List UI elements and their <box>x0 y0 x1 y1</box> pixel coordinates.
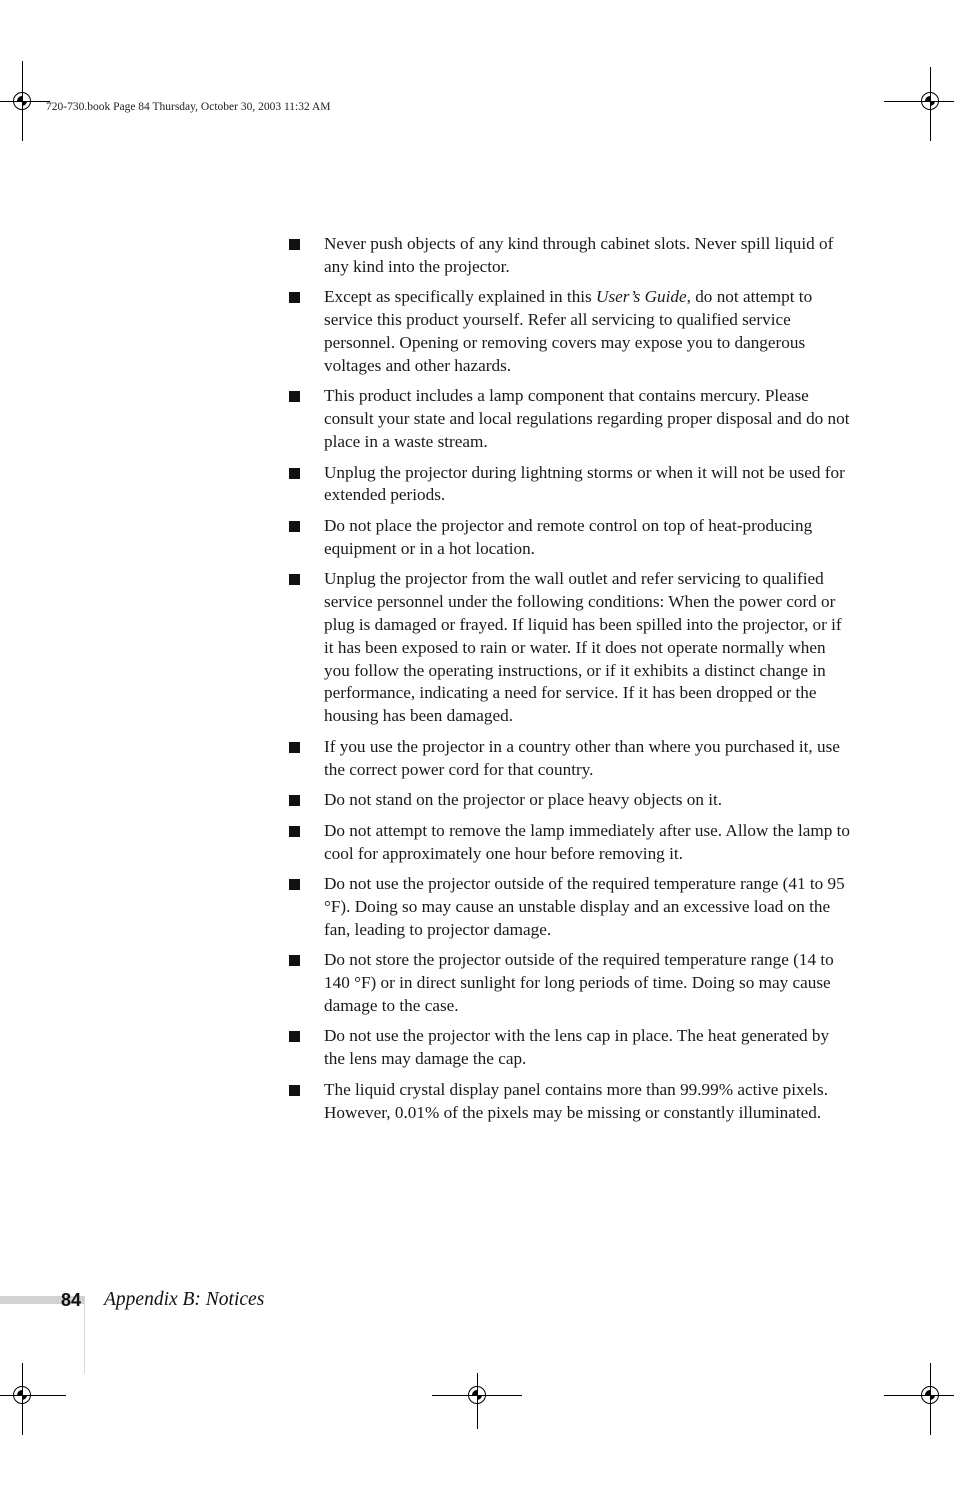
square-bullet-icon <box>289 955 300 966</box>
square-bullet-icon <box>289 391 300 402</box>
square-bullet-icon <box>289 292 300 303</box>
square-bullet-icon <box>289 468 300 479</box>
notice-item <box>288 286 854 377</box>
square-bullet-icon <box>289 1085 300 1096</box>
print-slug-header: 720-730.book Page 84 Thursday, October 30, 2003 11:32 AM <box>46 101 331 113</box>
notice-text: Do not use the projector outside of the required temperature range (41 to 95 °F). Doing so may cause an unstable display and an excessive load on the fan, leading to projector damage. <box>324 874 845 939</box>
notice-item <box>288 568 854 728</box>
notice-text: , do not attempt to service this product yourself. Refer all servicing to qualified service personnel. Opening or removing covers may expose you to dangerous voltages and other hazards. <box>324 287 813 375</box>
page-number: 84 <box>61 1290 82 1310</box>
notices-section <box>288 233 854 1132</box>
notice-text: Never push objects of any kind through cabinet slots. Never spill liquid of any kind into the projector. <box>324 234 834 276</box>
section-title: Appendix B: Notices <box>104 1289 265 1310</box>
notice-item <box>288 820 854 866</box>
square-bullet-icon <box>289 1031 300 1042</box>
notice-item <box>288 789 854 812</box>
notice-text: This product includes a lamp component that contains mercury. Please consult your state and local regulations regarding proper disposal and do not place in a waste stream. <box>324 386 850 451</box>
notice-text: The liquid crystal display panel contains more than 99.99% active pixels. However, 0.01% of the pixels may be missing or constantly illuminated. <box>324 1079 829 1122</box>
registration-mark-bottom-center <box>477 1395 478 1396</box>
notice-text: Unplug the projector from the wall outlet and refer servicing to qualified service personnel under the following conditions: When the power cord or plug is damaged or frayed. If liquid has been spilled into the projector, or if it has been exposed to rain or water. If it does not operate normally when you follow the operating instructions, or if it exhibits a distinct change in performance, indicating a need for service. If it has been dropped or the housing has been damaged. <box>324 569 842 726</box>
notice-item <box>288 1079 854 1125</box>
notice-text: Do not place the projector and remote control on top of heat-producing equipment or in a hot location. <box>324 515 813 558</box>
square-bullet-icon <box>289 521 300 532</box>
square-bullet-icon <box>289 574 300 585</box>
notice-item <box>288 1025 854 1071</box>
notice-text: Do not stand on the projector or place heavy objects on it. <box>324 790 723 810</box>
notice-text: Except as specifically explained in this <box>324 287 597 307</box>
notice-text: Do not use the projector with the lens cap in place. The heat generated by the lens may damage the cap. <box>324 1026 830 1069</box>
square-bullet-icon <box>289 742 300 753</box>
notice-item <box>288 949 854 1017</box>
notice-item <box>288 385 854 453</box>
notice-text: Unplug the projector during lightning storms or when it will not be used for extended periods. <box>324 462 845 505</box>
square-bullet-icon <box>289 239 300 250</box>
notice-item <box>288 462 854 508</box>
registration-mark-top-right <box>930 101 931 102</box>
square-bullet-icon <box>289 826 300 837</box>
footer-divider <box>84 1296 85 1374</box>
registration-mark-bottom-right <box>930 1395 931 1396</box>
square-bullet-icon <box>289 795 300 806</box>
notices-list <box>288 233 854 1124</box>
notice-item <box>288 515 854 561</box>
notice-item <box>288 873 854 941</box>
notice-text: Do not store the projector outside of the required temperature range (14 to 140 °F) or in direct sunlight for long periods of time. Doing so may cause damage to the case. <box>324 950 834 1015</box>
notice-text: Do not attempt to remove the lamp immediately after use. Allow the lamp to cool for approximately one hour before removing it. <box>324 820 850 863</box>
notice-item <box>288 233 854 279</box>
notice-text: If you use the projector in a country other than where you purchased it, use the correct power cord for that country. <box>324 736 840 779</box>
square-bullet-icon <box>289 879 300 890</box>
registration-mark-top-left <box>22 101 23 102</box>
registration-mark-bottom-left <box>22 1395 23 1396</box>
notice-emphasis: User’s Guide <box>596 287 687 307</box>
notice-item <box>288 736 854 782</box>
